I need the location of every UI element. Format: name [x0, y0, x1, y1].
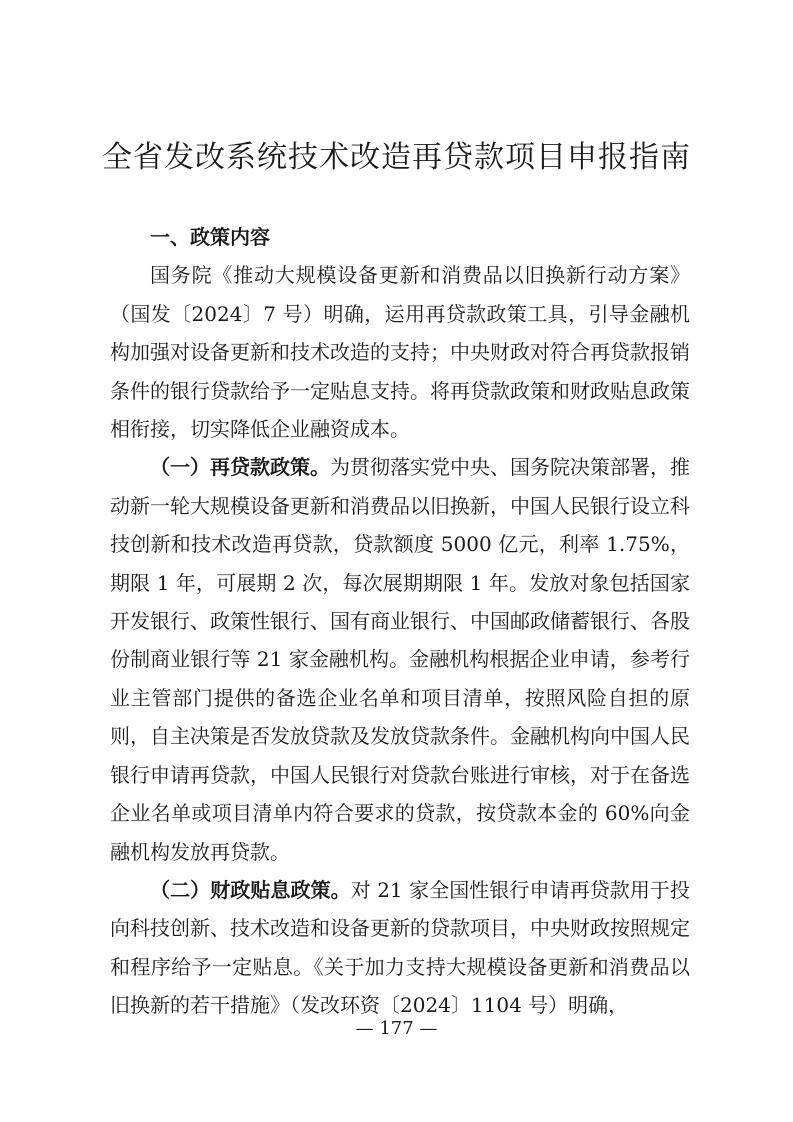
section-heading: 一、政策内容	[150, 225, 270, 249]
page-number: — 177 —	[355, 1018, 438, 1039]
interest-subsidy-paragraph	[110, 871, 690, 1025]
relending-policy-paragraph	[110, 448, 690, 870]
relending-policy-lead: （一）再贷款政策。	[150, 455, 330, 480]
intro-paragraph: 国务院《推动大规模设备更新和消费品以旧换新行动方案》（国发〔2024〕7 号）明确，运用再贷款政策工具，引导金融机构加强对设备更新和技术改造的支持；中央财政对符合再贷款报销条件的银行贷款给予一定贴息支持。将再贷款政策和财政贴息政策相衔接，切实降低企业融资成本。	[110, 263, 690, 442]
relending-policy-text: 为贯彻落实党中央、国务院决策部署，推动新一轮大规模设备更新和消费品以旧换新，中国人民银行设立科技创新和技术改造再贷款，贷款额度 5000 亿元，利率 1.75%，期限 1 年，可展期 2 次，每次展期期限 1 年。发放对象包括国家开发银行、政策性银行、国有商业银行、中国邮政储蓄银行、各股份制商业银行等 21 家金融机构。金融机构根据企业申请，参考行业主管部门提供的备选企业名单和项目清单，按照风险自担的原则，自主决策是否发放贷款及发放贷款条件。金融机构向中国人民银行申请再贷款，中国人民银行对贷款台账进行审核，对于在备选企业名单或项目清单内符合要求的贷款，按贷款本金的 60%向金融机构发放再贷款。	[110, 455, 690, 864]
document-body	[110, 218, 690, 1025]
interest-subsidy-text: 对 21 家全国性银行申请再贷款用于投向科技创新、技术改造和设备更新的贷款项目，中央财政按照规定和程序给予一定贴息。《关于加力支持大规模设备更新和消费品以旧换新的若干措施》（发改环资〔2024〕1104 号）明确，	[110, 877, 690, 1018]
interest-subsidy-lead: （二）财政贴息政策。	[150, 877, 351, 902]
document-title: 全省发改系统技术改造再贷款项目申报指南	[102, 140, 691, 175]
